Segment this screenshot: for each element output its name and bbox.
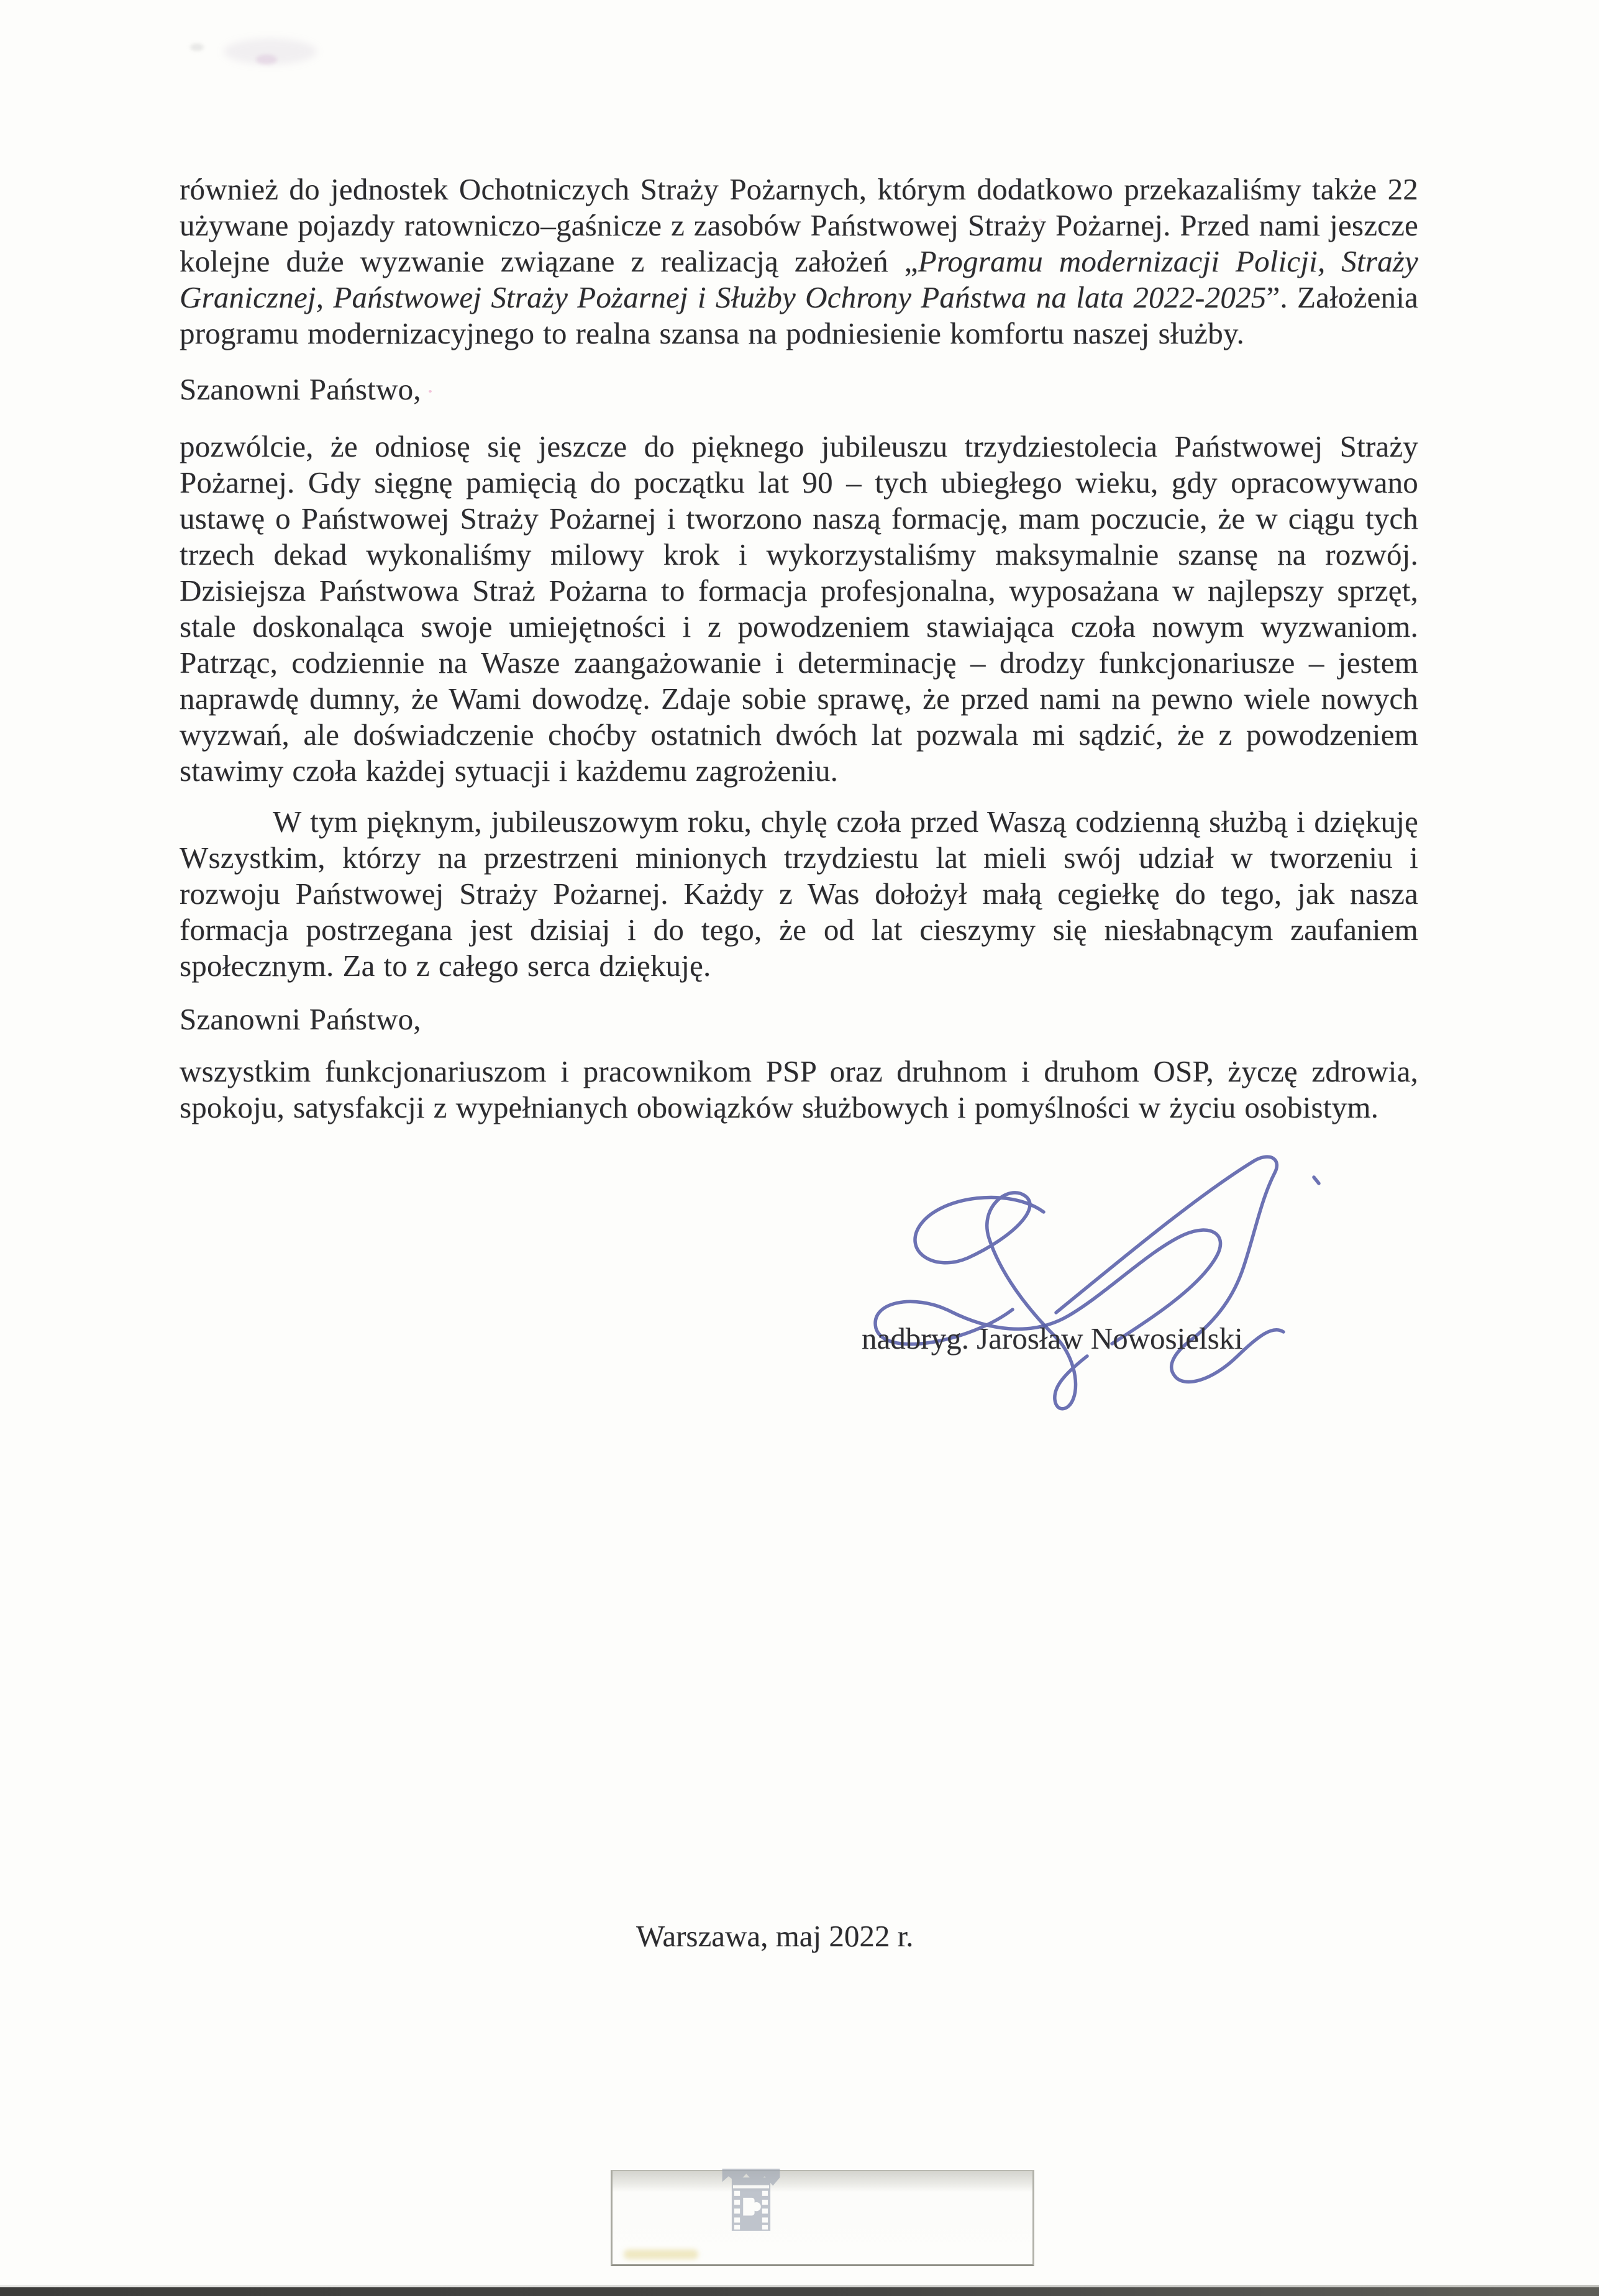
salutation-first: Szanowni Państwo,	[180, 372, 421, 406]
program-title-italic: Programu modernizacji Policji, Straży Granicznej, Państwowej Straży Pożarnej i Służby Ochrony Państwa na lata 2022-2025	[180, 244, 1418, 314]
paragraph-thanks: W tym pięknym, jubileuszowym roku, chylę czoła przed Waszą codzienną służbą i dziękuję Wszystkim, którzy na przestrzeni minionych trzydziestu lat mieli swój udział w tworzeniu i rozwoju Państwowej Straży Pożarnej. Każdy z Was dołożył małą cegiełkę do tego, jak nasza formacja postrzegana jest dzisiaj i do tego, że od lat cieszymy się niesłabnącym zaufaniem społecznym. Za to z całego serca dziękuję.	[180, 804, 1418, 983]
scanned-label-box	[611, 2170, 1034, 2266]
film-strip-ghost-icon	[721, 2169, 781, 2232]
paragraph-jubilee-thirty-years: pozwólcie, że odniosę się jeszcze do pięknego jubileuszu trzydziestolecia Państwowej Straży Pożarnej. Gdy sięgnę pamięcią do początku lat 90 – tych ubiegłego wieku, gdy opracowywano ustawę o Państwowej Straży Pożarnej i tworzono naszą formację, mam poczucie, że w ciągu tych trzech dekad wykonaliśmy milowy krok i wykorzystaliśmy maksymalnie szansę na rozwój. Dzisiejsza Państwowa Straż Pożarna to formacja profesjonalna, wyposażana w najlepszy sprzęt, stale doskonaląca swoje umiejętności i z powodzeniem stawiająca czoła nowym wyzwaniom. Patrząc, codziennie na Wasze zaangażowanie i determinację – drodzy funkcjonariusze – jestem naprawdę dumny, że Wami dowodzę. Zdaje sobie sprawę, że przed nami na pewno wiele nowych wyzwań, ale doświadczenie choćby ostatnich dwóch lat pozwala mi sądzić, że z powodzeniem stawimy czoła każdej sytuacji i każdemu zagrożeniu.	[180, 429, 1418, 788]
signature-stroke	[915, 1193, 1087, 1409]
paragraph-modernization-program	[180, 171, 1418, 352]
scan-smudge	[190, 43, 204, 51]
scan-smudge	[256, 55, 277, 65]
handwritten-signature-icon	[826, 1151, 1385, 1418]
paragraph-wishes: wszystkim funkcjonariuszom i pracownikom PSP oraz druhnom i druhom OSP, życzę zdrowia, spokoju, satysfakcji z wypełnianych obowiązków służbowych i pomyślności w życiu osobistym.	[180, 1054, 1418, 1124]
scan-smudge	[224, 39, 317, 65]
place-date-line: Warszawa, maj 2022 r.	[636, 1919, 914, 1953]
signature-stroke	[1314, 1177, 1319, 1183]
label-smudge	[624, 2249, 698, 2259]
paragraph-1-closing: ”. Założenia programu modernizacyjnego to realna szansa na podniesienie komfortu naszej służby.	[180, 280, 1418, 350]
signer-name: nadbryg. Jarosław Nowosielski	[862, 1321, 1243, 1355]
paragraph-1-text: również do jednostek Ochotniczych Straży Pożarnych, którym dodatkowo przekazaliśmy także 22 używane pojazdy ratowniczo–gaśnicze z zasobów Państwowej Straży Pożarnej. Przed nami jeszcze kolejne duże wyzwanie związane z realizacją założeń „	[180, 172, 1418, 278]
scan-edge-band	[0, 2287, 1599, 2296]
salutation-second: Szanowni Państwo,	[180, 1002, 421, 1036]
